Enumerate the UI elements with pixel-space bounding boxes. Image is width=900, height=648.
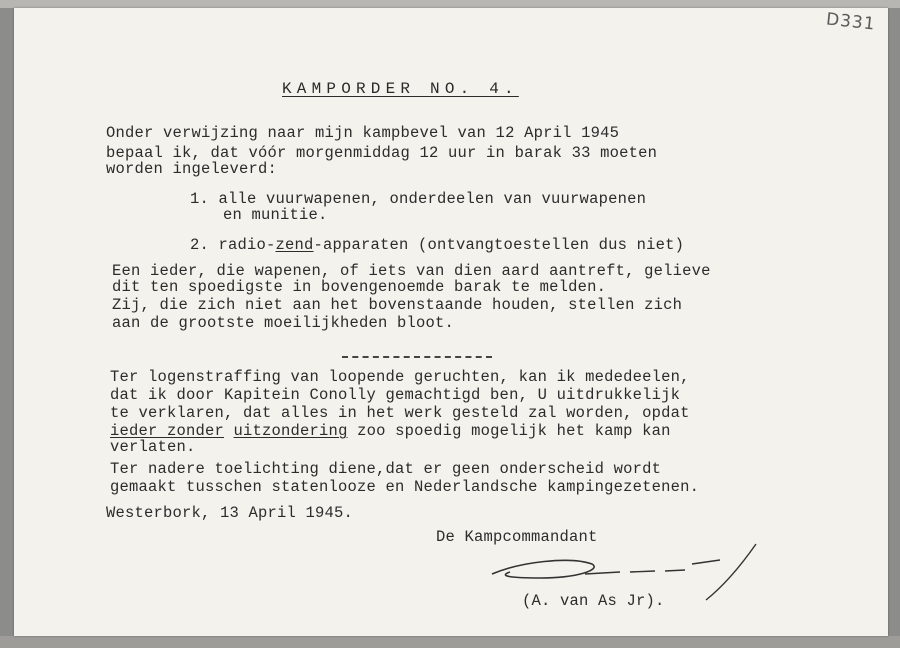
para3-line-3: te verklaren, dat alles in het werk gesteld zal worden, opdat	[110, 404, 690, 422]
intro-line-2: bepaal ik, dat vóór morgenmiddag 12 uur in barak 33 moeten	[106, 144, 658, 162]
item-2-pre: 2. radio-	[190, 236, 276, 254]
scan-border-top	[0, 0, 900, 8]
para3-line-5: verlaten.	[110, 438, 196, 456]
para2-line-4: aan de grootste moeilijkheden bloot.	[112, 314, 455, 332]
para4-line-1: Ter nadere toelichting diene,dat er geen onderscheid wordt	[110, 460, 662, 478]
signer-name: (A. van As Jr).	[522, 592, 665, 610]
underlined-phrase-1: ieder zonder	[110, 422, 225, 440]
scan-border-bottom	[0, 636, 900, 648]
para3-line-2: dat ik door Kapitein Conolly gemachtigd ben, U uitdrukkelijk	[110, 386, 681, 404]
signer-title: De Kampcommandant	[436, 528, 598, 546]
item-1-line-1: 1. alle vuurwapenen, onderdeelen van vuurwapenen	[190, 190, 647, 208]
item-2	[190, 236, 684, 254]
para2-line-2: dit ten spoedigste in bovengenoemde barak te melden.	[112, 278, 607, 296]
place-date: Westerbork, 13 April 1945.	[106, 504, 354, 522]
intro-line-3: worden ingeleverd:	[106, 160, 278, 178]
para2-line-1: Een ieder, die wapenen, of iets van dien aard aantreft, gelieve	[112, 262, 711, 280]
document-title: KAMPORDER NO. 4.	[282, 80, 519, 98]
para2-line-3: Zij, die zich niet aan het bovenstaande houden, stellen zich	[112, 296, 683, 314]
underlined-phrase-2: uitzondering	[233, 422, 348, 440]
archive-reference: D331	[825, 9, 877, 35]
item-2-post: -apparaten (ontvangtoestellen dus niet)	[313, 236, 685, 254]
para3-line-1: Ter logenstraffing van loopende geruchten, kan ik mededeelen,	[110, 368, 690, 386]
para3-line-4-rest: zoo spoedig mogelijk het kamp kan	[347, 422, 671, 440]
para4-line-2: gemaakt tusschen statenlooze en Nederlandsche kampingezetenen.	[110, 478, 700, 496]
separator-line	[342, 356, 492, 358]
intro-line-1: Onder verwijzing naar mijn kampbevel van 12 April 1945	[106, 124, 620, 142]
item-2-emph: zend	[275, 236, 314, 254]
item-1-line-2: en munitie.	[223, 206, 328, 224]
